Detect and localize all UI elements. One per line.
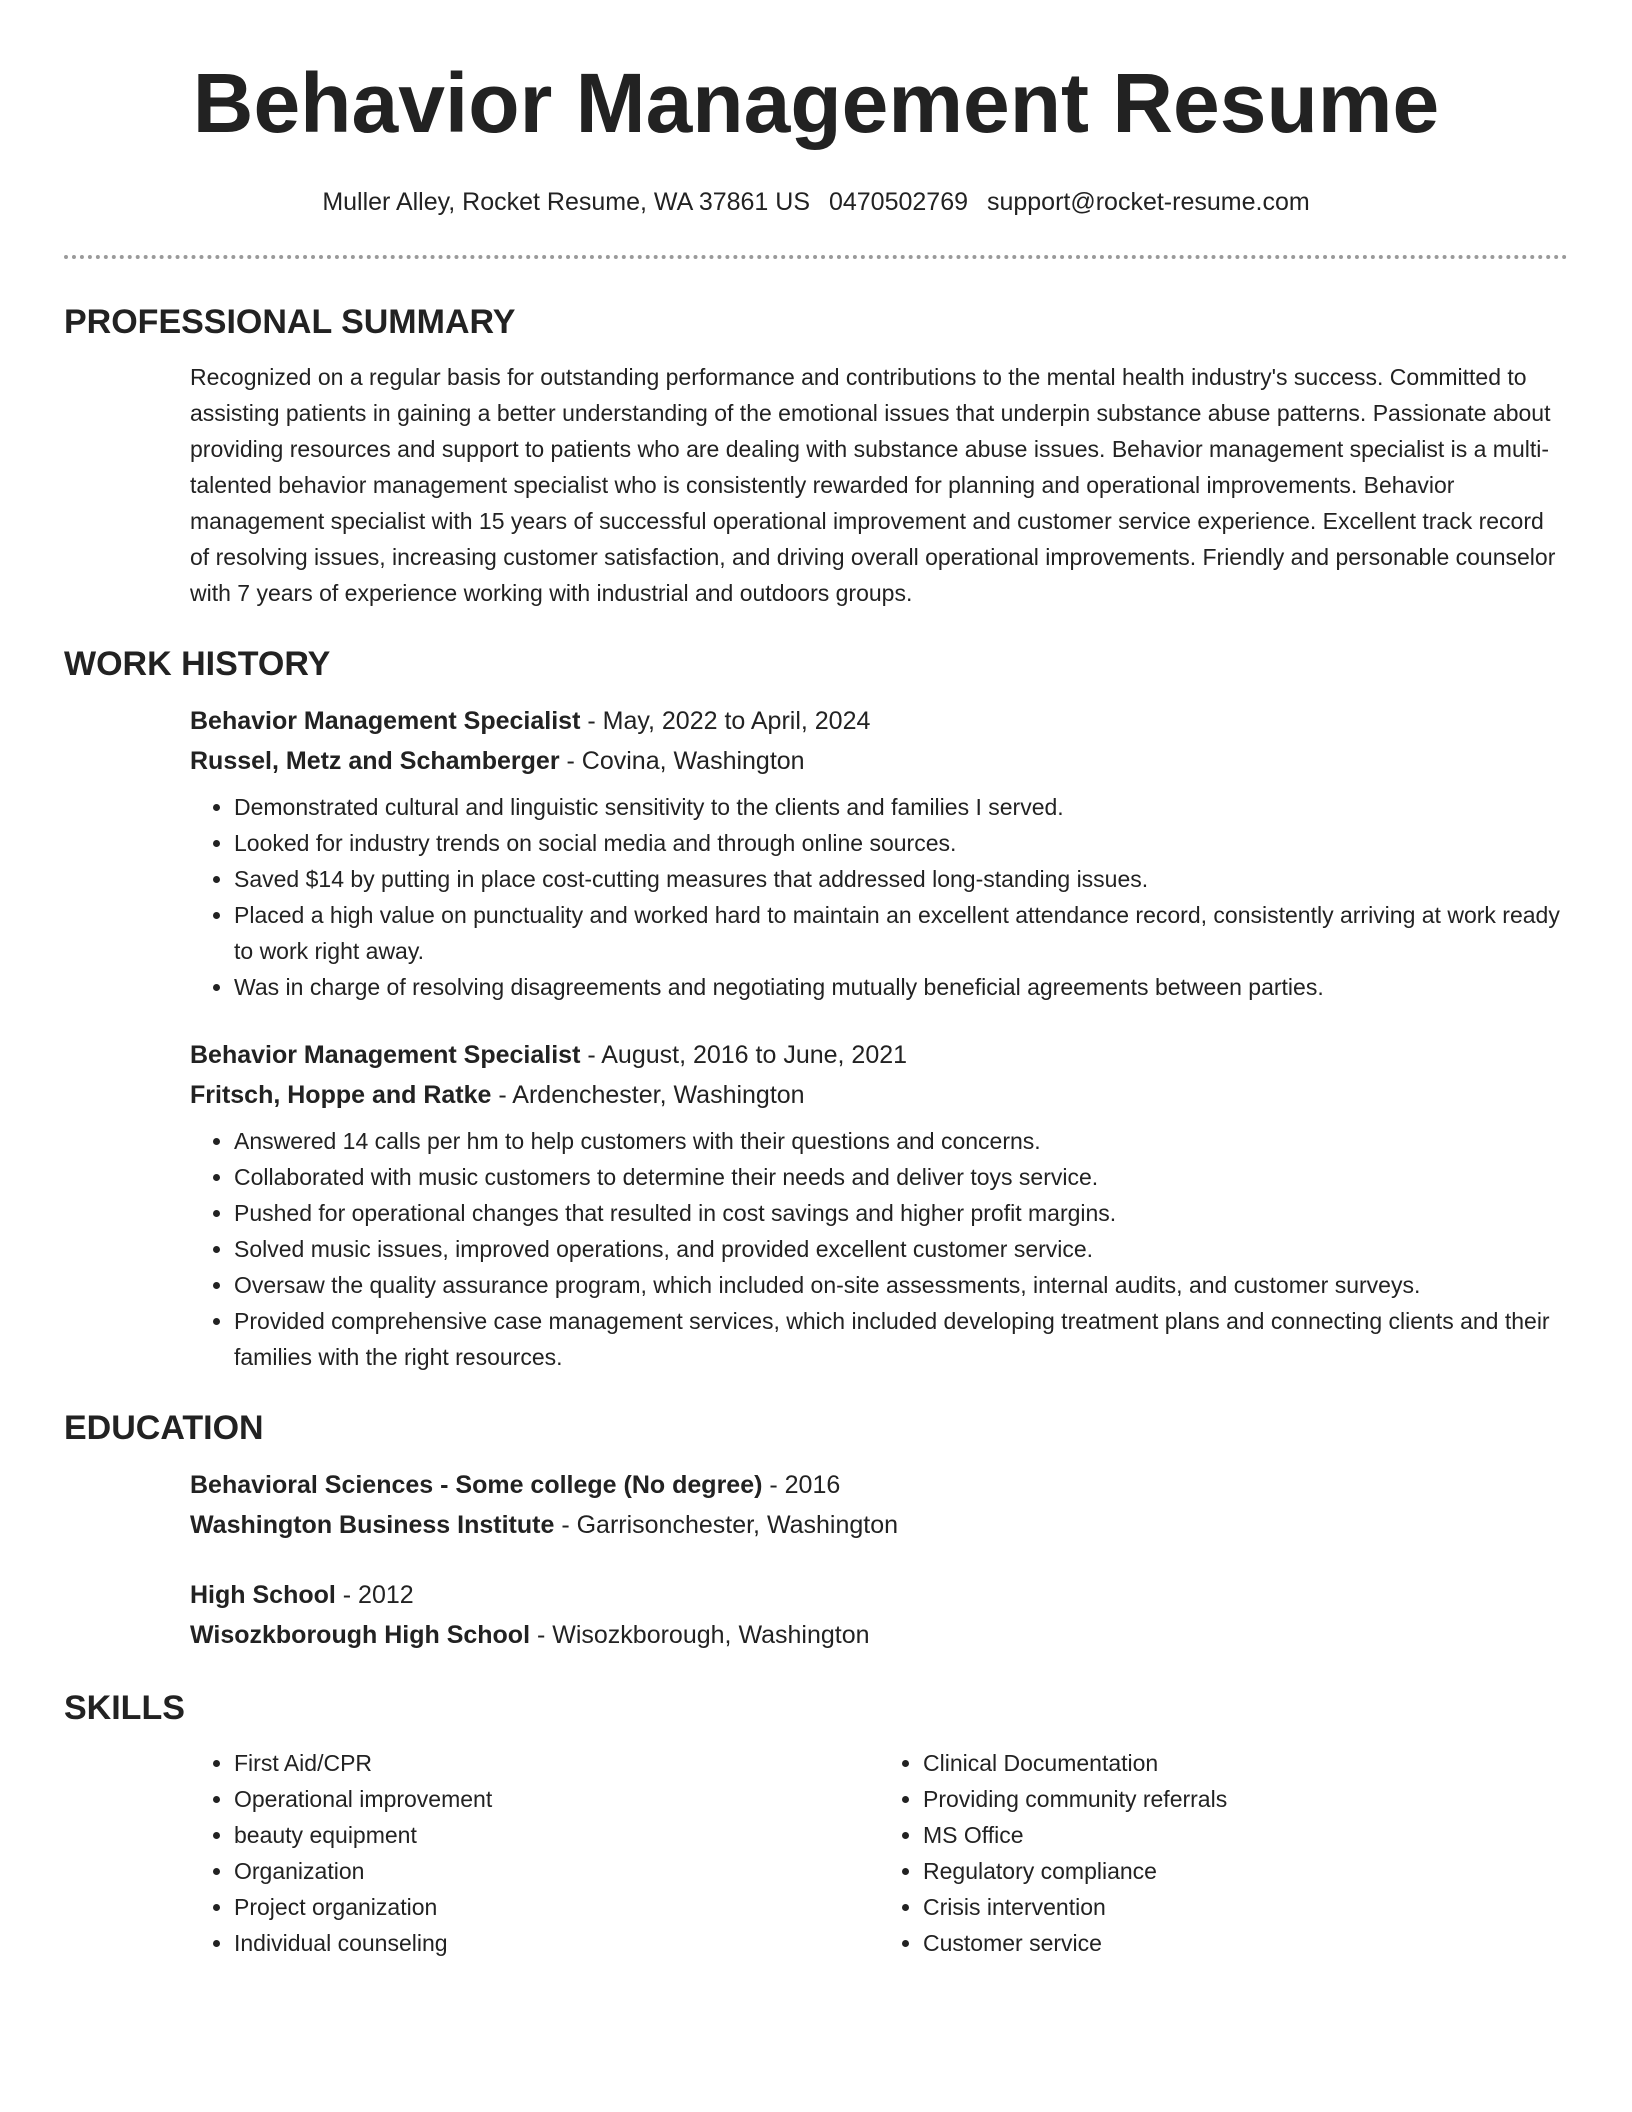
job-location: - Covina, Washington — [559, 747, 805, 775]
education-location: - Garrisonchester, Washington — [554, 1511, 899, 1539]
skills-column-left — [190, 1745, 879, 1961]
job-entry — [190, 1035, 1568, 1375]
contact-address: Muller Alley, Rocket Resume, WA 37861 US — [322, 188, 811, 216]
list-item: • Oversaw the quality assurance program, which included on-site assessments, internal audits, and customer surveys. — [234, 1267, 1568, 1303]
list-item: • Collaborated with music customers to determine their needs and deliver toys service. — [234, 1159, 1568, 1195]
summary-text: Recognized on a regular basis for outstanding performance and contributions to the mental health industry's success. Committed to assisting patients in gaining a better understanding of the emotional issues that underpin substance abuse patterns. Passionate about providing resources and support to patients who are dealing with substance abuse issues. Behavior management specialist is a multi-talented behavior management specialist who is consistently rewarded for planning and operational improvements. Behavior management specialist with 15 years of successful operational improvement and customer service experience. Excellent track record of resolving issues, increasing customer satisfaction, and driving overall operational improvements. Friendly and personable counselor with 7 years of experience working with industrial and outdoors groups. — [190, 364, 1556, 606]
list-item: • Saved $14 by putting in place cost-cutting measures that addressed long-standing issues. — [234, 861, 1568, 897]
contact-email: support@rocket-resume.com — [986, 188, 1310, 216]
job-company-line — [190, 1075, 1568, 1115]
degree-line — [190, 1465, 1568, 1505]
job-title-line — [190, 701, 1568, 741]
list-item: • Provided comprehensive case management services, which included developing treatment plans and connecting clients and their families with the right resources. — [234, 1303, 1568, 1375]
job-bullets — [190, 1123, 1568, 1375]
skill-item: • Crisis intervention — [923, 1889, 1568, 1925]
list-item: • Was in charge of resolving disagreements and negotiating mutually beneficial agreements between parties. — [234, 969, 1568, 1005]
education-entry — [190, 1465, 1568, 1545]
school-line — [190, 1615, 1568, 1655]
skill-item: • Customer service — [923, 1925, 1568, 1961]
job-company-line — [190, 741, 1568, 781]
work-section — [64, 641, 1568, 1375]
skill-item: • Organization — [234, 1853, 879, 1889]
job-title-line — [190, 1035, 1568, 1075]
summary-section — [64, 299, 1568, 611]
skill-item: • MS Office — [923, 1817, 1568, 1853]
skills-heading: SKILLS — [64, 1689, 185, 1727]
skills-grid — [190, 1745, 1568, 1961]
job-dates: - August, 2016 to June, 2021 — [580, 1041, 908, 1069]
skill-item: • Providing community referrals — [923, 1781, 1568, 1817]
education-degree: High School — [190, 1581, 336, 1609]
skill-item: • Regulatory compliance — [923, 1853, 1568, 1889]
job-location: - Ardenchester, Washington — [491, 1081, 805, 1109]
summary-body — [190, 359, 1568, 611]
education-heading: EDUCATION — [64, 1409, 264, 1447]
school-line — [190, 1505, 1568, 1545]
education-degree: Behavioral Sciences - Some college (No degree) — [190, 1471, 763, 1499]
resume-header — [0, 0, 1632, 220]
resume-title: Behavior Management Resume — [192, 56, 1440, 150]
contact-phone: 0470502769 — [828, 188, 969, 216]
education-location: - Wisozkborough, Washington — [530, 1621, 870, 1649]
education-year: - 2012 — [335, 1581, 414, 1609]
list-item: • Solved music issues, improved operations, and provided excellent customer service. — [234, 1231, 1568, 1267]
education-section — [64, 1405, 1568, 1655]
job-company: Fritsch, Hoppe and Ratke — [190, 1081, 492, 1109]
job-role: Behavior Management Specialist — [190, 707, 581, 735]
education-school: Washington Business Institute — [190, 1511, 555, 1539]
work-heading: WORK HISTORY — [64, 645, 331, 683]
list-item: • Pushed for operational changes that resulted in cost savings and higher profit margins. — [234, 1195, 1568, 1231]
header-divider — [64, 255, 1568, 259]
contact-line — [0, 184, 1632, 220]
degree-line — [190, 1575, 1568, 1615]
skill-item: • beauty equipment — [234, 1817, 879, 1853]
job-bullets — [190, 789, 1568, 1005]
skill-item: • Operational improvement — [234, 1781, 879, 1817]
skills-section — [64, 1685, 1568, 1961]
skill-item: • Individual counseling — [234, 1925, 879, 1961]
job-company: Russel, Metz and Schamberger — [190, 747, 560, 775]
skills-column-right — [879, 1745, 1568, 1961]
job-dates: - May, 2022 to April, 2024 — [580, 707, 871, 735]
skill-item: • First Aid/CPR — [234, 1745, 879, 1781]
list-item: • Demonstrated cultural and linguistic sensitivity to the clients and families I served. — [234, 789, 1568, 825]
list-item: • Placed a high value on punctuality and worked hard to maintain an excellent attendance record, consistently arriving at work ready to work right away. — [234, 897, 1568, 969]
list-item: • Answered 14 calls per hm to help customers with their questions and concerns. — [234, 1123, 1568, 1159]
education-year: - 2016 — [762, 1471, 841, 1499]
job-entry — [190, 701, 1568, 1005]
list-item: • Looked for industry trends on social media and through online sources. — [234, 825, 1568, 861]
summary-heading: PROFESSIONAL SUMMARY — [64, 303, 516, 341]
job-role: Behavior Management Specialist — [190, 1041, 581, 1069]
skill-item: • Clinical Documentation — [923, 1745, 1568, 1781]
education-entry — [190, 1575, 1568, 1655]
skill-item: • Project organization — [234, 1889, 879, 1925]
education-school: Wisozkborough High School — [190, 1621, 531, 1649]
